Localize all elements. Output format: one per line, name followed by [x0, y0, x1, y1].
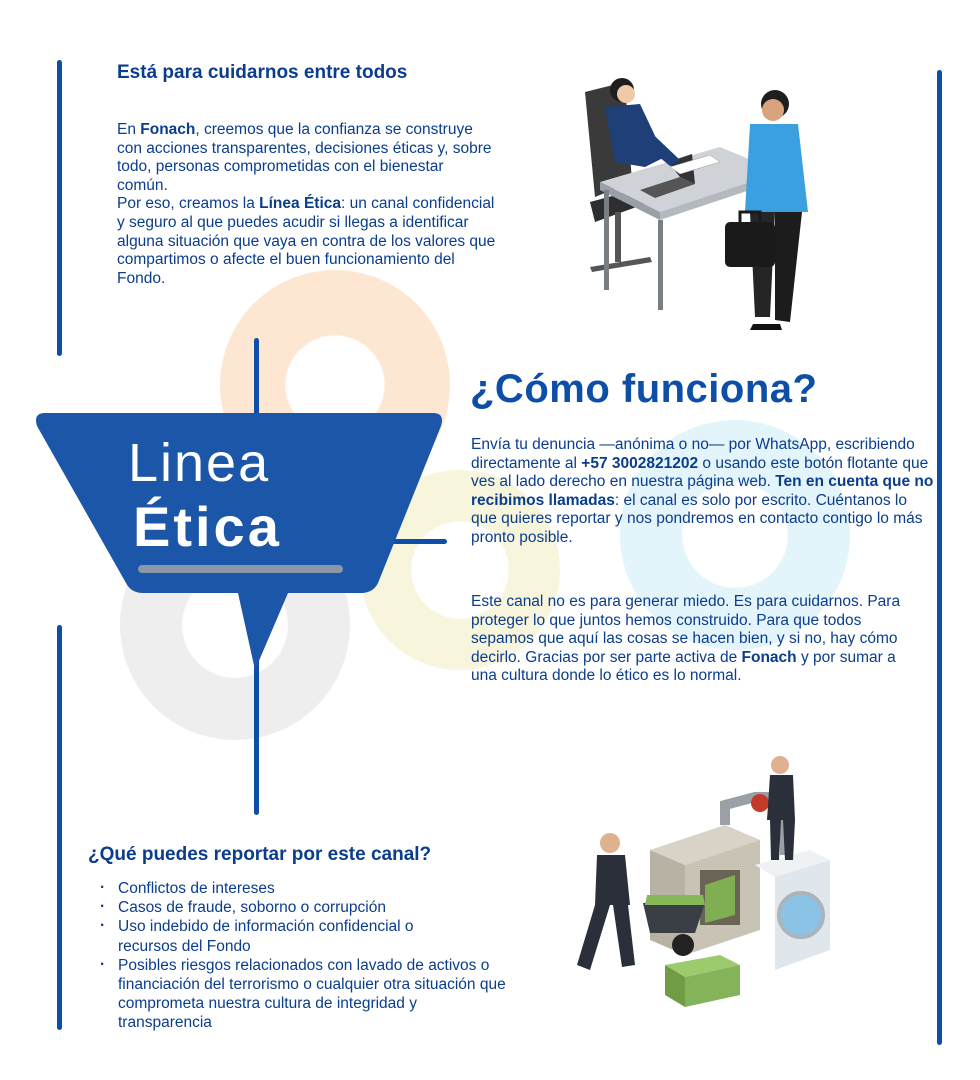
badge-title-line1: Linea [128, 433, 271, 493]
right-divider [937, 70, 942, 1045]
badge-underline [138, 565, 343, 573]
center-connector-top [254, 338, 259, 418]
report-list [100, 879, 510, 1033]
linea-etica-bold: Línea Ética [259, 195, 341, 213]
report-heading: ¿Qué puedes reportar por este canal? [88, 844, 432, 865]
left-top-divider [57, 60, 62, 356]
brand-name: Fonach [140, 121, 196, 138]
list-item: · Posibles riesgos relacionados con lavado de activos o financiación del terrorismo o cualquier otra situación que comprometa nuestra cultura de integridad y transparencia [100, 956, 513, 1033]
badge-title-line2: Ética [133, 495, 282, 558]
intro-text: En Fonach, creemos que la confianza se construye con acciones transparentes, decisiones éticas y, sobre todo, personas comprometidas con el bienestar común. Por eso, creamos la Línea Ética: un canal confidencial y seguro al que puedes acudir si llegas a identificar alguna situación que vaya en contra de los valores que compartimos o afecte el buen funcionamiento del Fondo. [117, 121, 496, 287]
how-paragraph-1: Envía tu denuncia —anónima o no— por WhatsApp, escribiendo directamente al +57 3002821202 o usando este botón flotante que ves al lado derecho en nuestra página web. Ten en cuenta que no recibimos llamadas: el canal es solo por escrito. Cuéntanos lo que quieres reportar y nos pondremos en contacto contigo lo más pronto posible. [471, 436, 934, 546]
brand-name-2: Fonach [741, 648, 797, 666]
no-calls-note: Ten en cuenta que no recibimos llamadas [471, 473, 934, 509]
left-bottom-divider [57, 625, 62, 1030]
money-laundering-illustration [555, 755, 845, 1015]
office-meeting-illustration [570, 62, 830, 332]
whatsapp-number: +57 3002821202 [581, 454, 699, 472]
list-item: · Casos de fraude, soborno o corrupción [100, 898, 510, 917]
how-heading: ¿Cómo funciona? [470, 367, 818, 411]
list-item: · Conflictos de intereses [100, 879, 510, 898]
intro-heading: Está para cuidarnos entre todos [117, 62, 408, 83]
how-paragraph-2: Este canal no es para generar miedo. Es para cuidarnos. Para proteger lo que juntos hemos construido. Para que todos sepamos que aquí las cosas se hacen bien, y si no, hay cómo decirlo. Gracias por ser parte activa de Fonach y por sumar a una cultura donde lo ético es lo normal. [471, 593, 901, 685]
list-item: · Uso indebido de información confidencial o recursos del Fondo [100, 917, 463, 955]
